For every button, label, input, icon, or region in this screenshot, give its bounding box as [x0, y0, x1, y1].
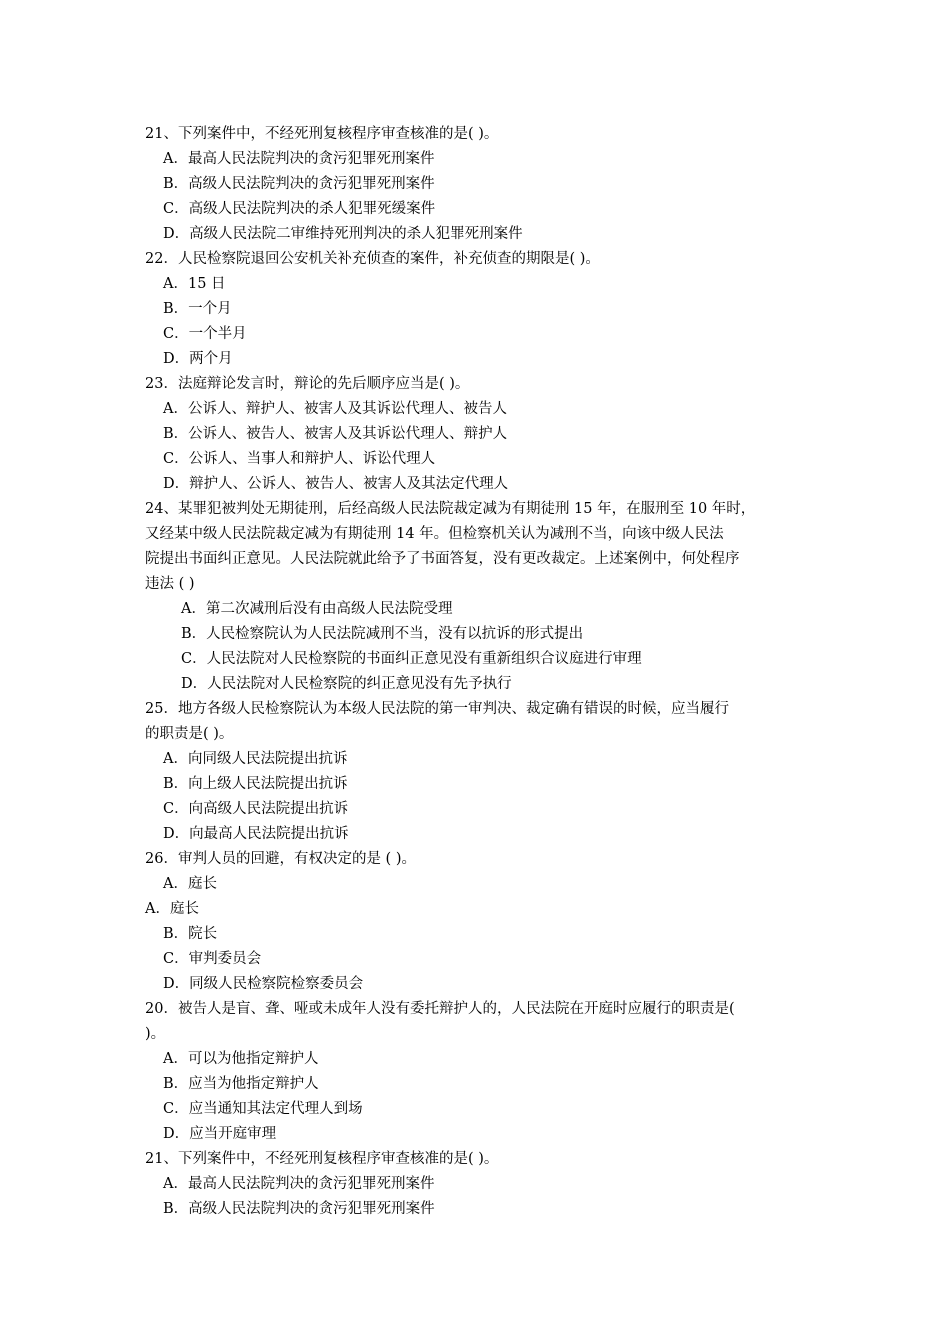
question-line: 20．被告人是盲、聋、哑或未成年人没有委托辩护人的，人民法院在开庭时应履行的职责是(	[145, 1001, 735, 1017]
question-line: 23．法庭辩论发言时，辩论的先后顺序应当是( )。	[145, 376, 470, 392]
question-line: 22．人民检察院退回公安机关补充侦查的案件，补充侦查的期限是( )。	[145, 251, 600, 267]
option-line: A．庭长	[145, 901, 199, 917]
option-line: A．可以为他指定辩护人	[163, 1051, 319, 1067]
option-line: B．向上级人民法院提出抗诉	[163, 776, 348, 792]
option-line: A．庭长	[163, 876, 217, 892]
option-line: A．最高人民法院判决的贪污犯罪死刑案件	[163, 1176, 435, 1192]
question-line: 又经某中级人民法院裁定减为有期徒刑 14 年。但检察机关认为减刑不当，向该中级人民法	[145, 526, 724, 542]
question-line: 21、下列案件中，不经死刑复核程序审查核准的是( )。	[145, 126, 499, 142]
option-line: D．辩护人、公诉人、被告人、被害人及其法定代理人	[163, 476, 509, 492]
option-line: C．应当通知其法定代理人到场	[163, 1101, 363, 1117]
question-line: 违法 ( )	[145, 576, 195, 592]
option-line: B．应当为他指定辩护人	[163, 1076, 319, 1092]
question-line: 21、下列案件中，不经死刑复核程序审查核准的是( )。	[145, 1151, 499, 1167]
option-line: C．向高级人民法院提出抗诉	[163, 801, 349, 817]
question-line: 26．审判人员的回避，有权决定的是 ( )。	[145, 851, 416, 867]
option-line: B．人民检察院认为人民法院减刑不当，没有以抗诉的形式提出	[181, 626, 584, 642]
question-list	[145, 122, 810, 1222]
option-line: A．第二次减刑后没有由高级人民法院受理	[181, 601, 453, 617]
question-line: 25．地方各级人民检察院认为本级人民法院的第一审判决、裁定确有错误的时候，应当履行	[145, 701, 729, 717]
option-line: B．公诉人、被告人、被害人及其诉讼代理人、辩护人	[163, 426, 508, 442]
option-line: B．高级人民法院判决的贪污犯罪死刑案件	[163, 1201, 435, 1217]
question-line: )。	[145, 1026, 166, 1042]
option-line: C．审判委员会	[163, 951, 262, 967]
option-line: D．向最高人民法院提出抗诉	[163, 826, 349, 842]
option-line: D．高级人民法院二审维持死刑判决的杀人犯罪死刑案件	[163, 226, 523, 242]
option-line: C．高级人民法院判决的杀人犯罪死缓案件	[163, 201, 436, 217]
option-line: B．高级人民法院判决的贪污犯罪死刑案件	[163, 176, 435, 192]
question-line: 24、某罪犯被判处无期徒刑，后经高级人民法院裁定减为有期徒刑 15 年，在服刑至 10 年时，	[145, 501, 756, 517]
option-line: D．应当开庭审理	[163, 1126, 277, 1142]
option-line: C．一个半月	[163, 326, 247, 342]
option-line: D．同级人民检察院检察委员会	[163, 976, 364, 992]
option-line: A．15 日	[163, 276, 226, 292]
option-line: B．一个月	[163, 301, 232, 317]
option-line: C．人民法院对人民检察院的书面纠正意见没有重新组织合议庭进行审理	[181, 651, 642, 667]
option-line: D．人民法院对人民检察院的纠正意见没有先予执行	[181, 676, 512, 692]
option-line: D．两个月	[163, 351, 233, 367]
question-line: 院提出书面纠正意见。人民法院就此给予了书面答复，没有更改裁定。上述案例中，何处程序	[145, 551, 740, 567]
question-line: 的职责是( )。	[145, 726, 234, 742]
option-line: A．公诉人、辩护人、被害人及其诉讼代理人、被告人	[163, 401, 507, 417]
option-line: A．最高人民法院判决的贪污犯罪死刑案件	[163, 151, 435, 167]
option-line: A．向同级人民法院提出抗诉	[163, 751, 348, 767]
option-line: C．公诉人、当事人和辩护人、诉讼代理人	[163, 451, 436, 467]
option-line: B．院长	[163, 926, 218, 942]
